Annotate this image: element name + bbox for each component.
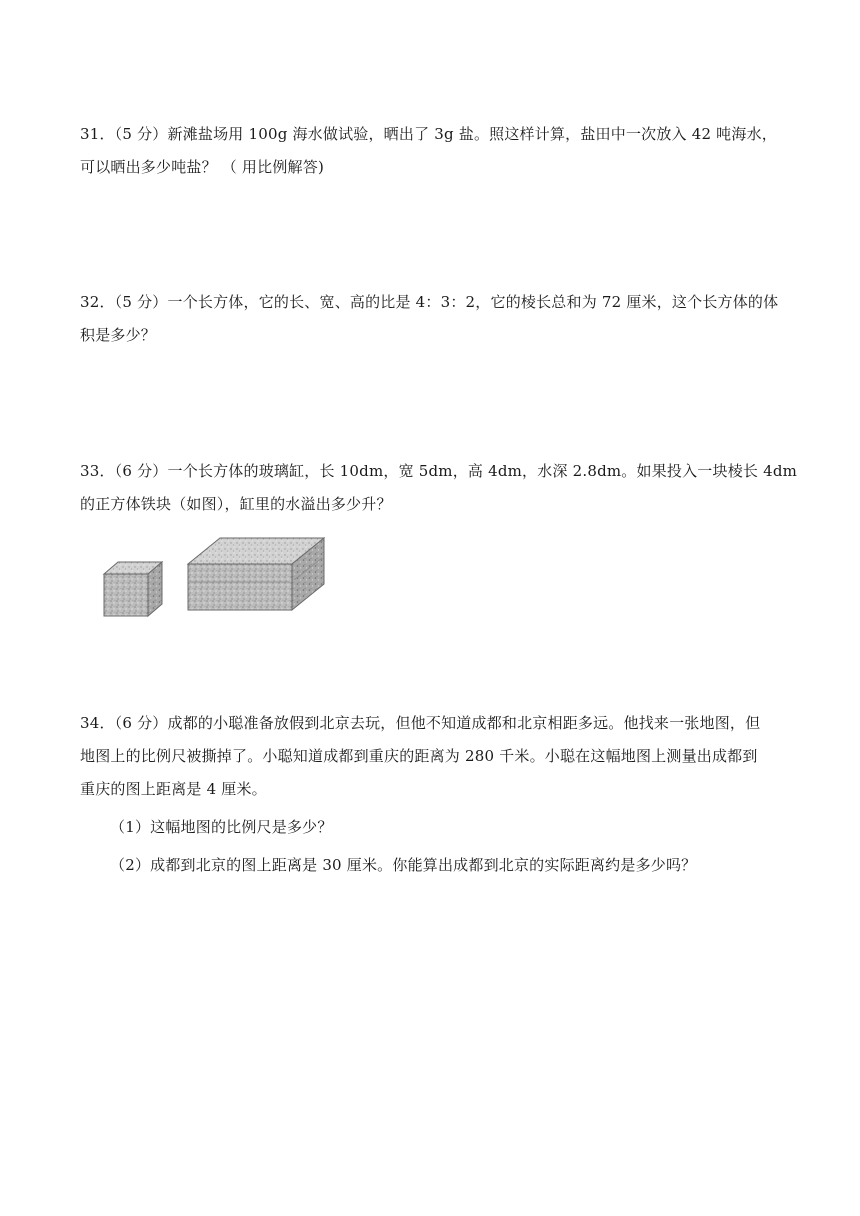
tank-shape xyxy=(188,538,324,610)
cube-and-tank-figure xyxy=(98,534,334,624)
cube-shape xyxy=(104,562,162,616)
question-34-line-1: 34．（6 分）成都的小聪准备放假到北京去玩，但他不知道成都和北京相距多远。他找来一张地图，但 xyxy=(80,714,761,732)
question-31-line-2: 可以晒出多少吨盐？ （ 用比例解答) xyxy=(80,158,324,176)
question-34-line-2: 地图上的比例尺被撕掉了。小聪知道成都到重庆的距离为 280 千米。小聪在这幅地图上测量出成都到 xyxy=(80,747,758,765)
question-33-line-2: 的正方体铁块（如图），缸里的水溢出多少升？ xyxy=(80,495,392,513)
question-34-line-3: 重庆的图上距离是 4 厘米。 xyxy=(80,780,267,798)
question-34-sub-1: （1）这幅地图的比例尺是多少？ xyxy=(110,818,333,836)
question-31-line-1: 31．（5 分）新滩盐场用 100g 海水做试验，晒出了 3g 盐。照这样计算，盐田中一次放入 42 吨海水， xyxy=(80,125,777,143)
question-32-line-1: 32．（5 分）一个长方体，它的长、宽、高的比是 4：3：2，它的棱长总和为 72 厘米，这个长方体的体 xyxy=(80,293,779,311)
question-33-line-1: 33．（6 分）一个长方体的玻璃缸，长 10dm，宽 5dm，高 4dm，水深 2.8dm。如果投入一块棱长 4dm xyxy=(80,462,798,480)
question-32-line-2: 积是多少？ xyxy=(80,326,157,344)
question-34-sub-2: （2）成都到北京的图上距离是 30 厘米。你能算出成都到北京的实际距离约是多少吗？ xyxy=(110,856,697,874)
